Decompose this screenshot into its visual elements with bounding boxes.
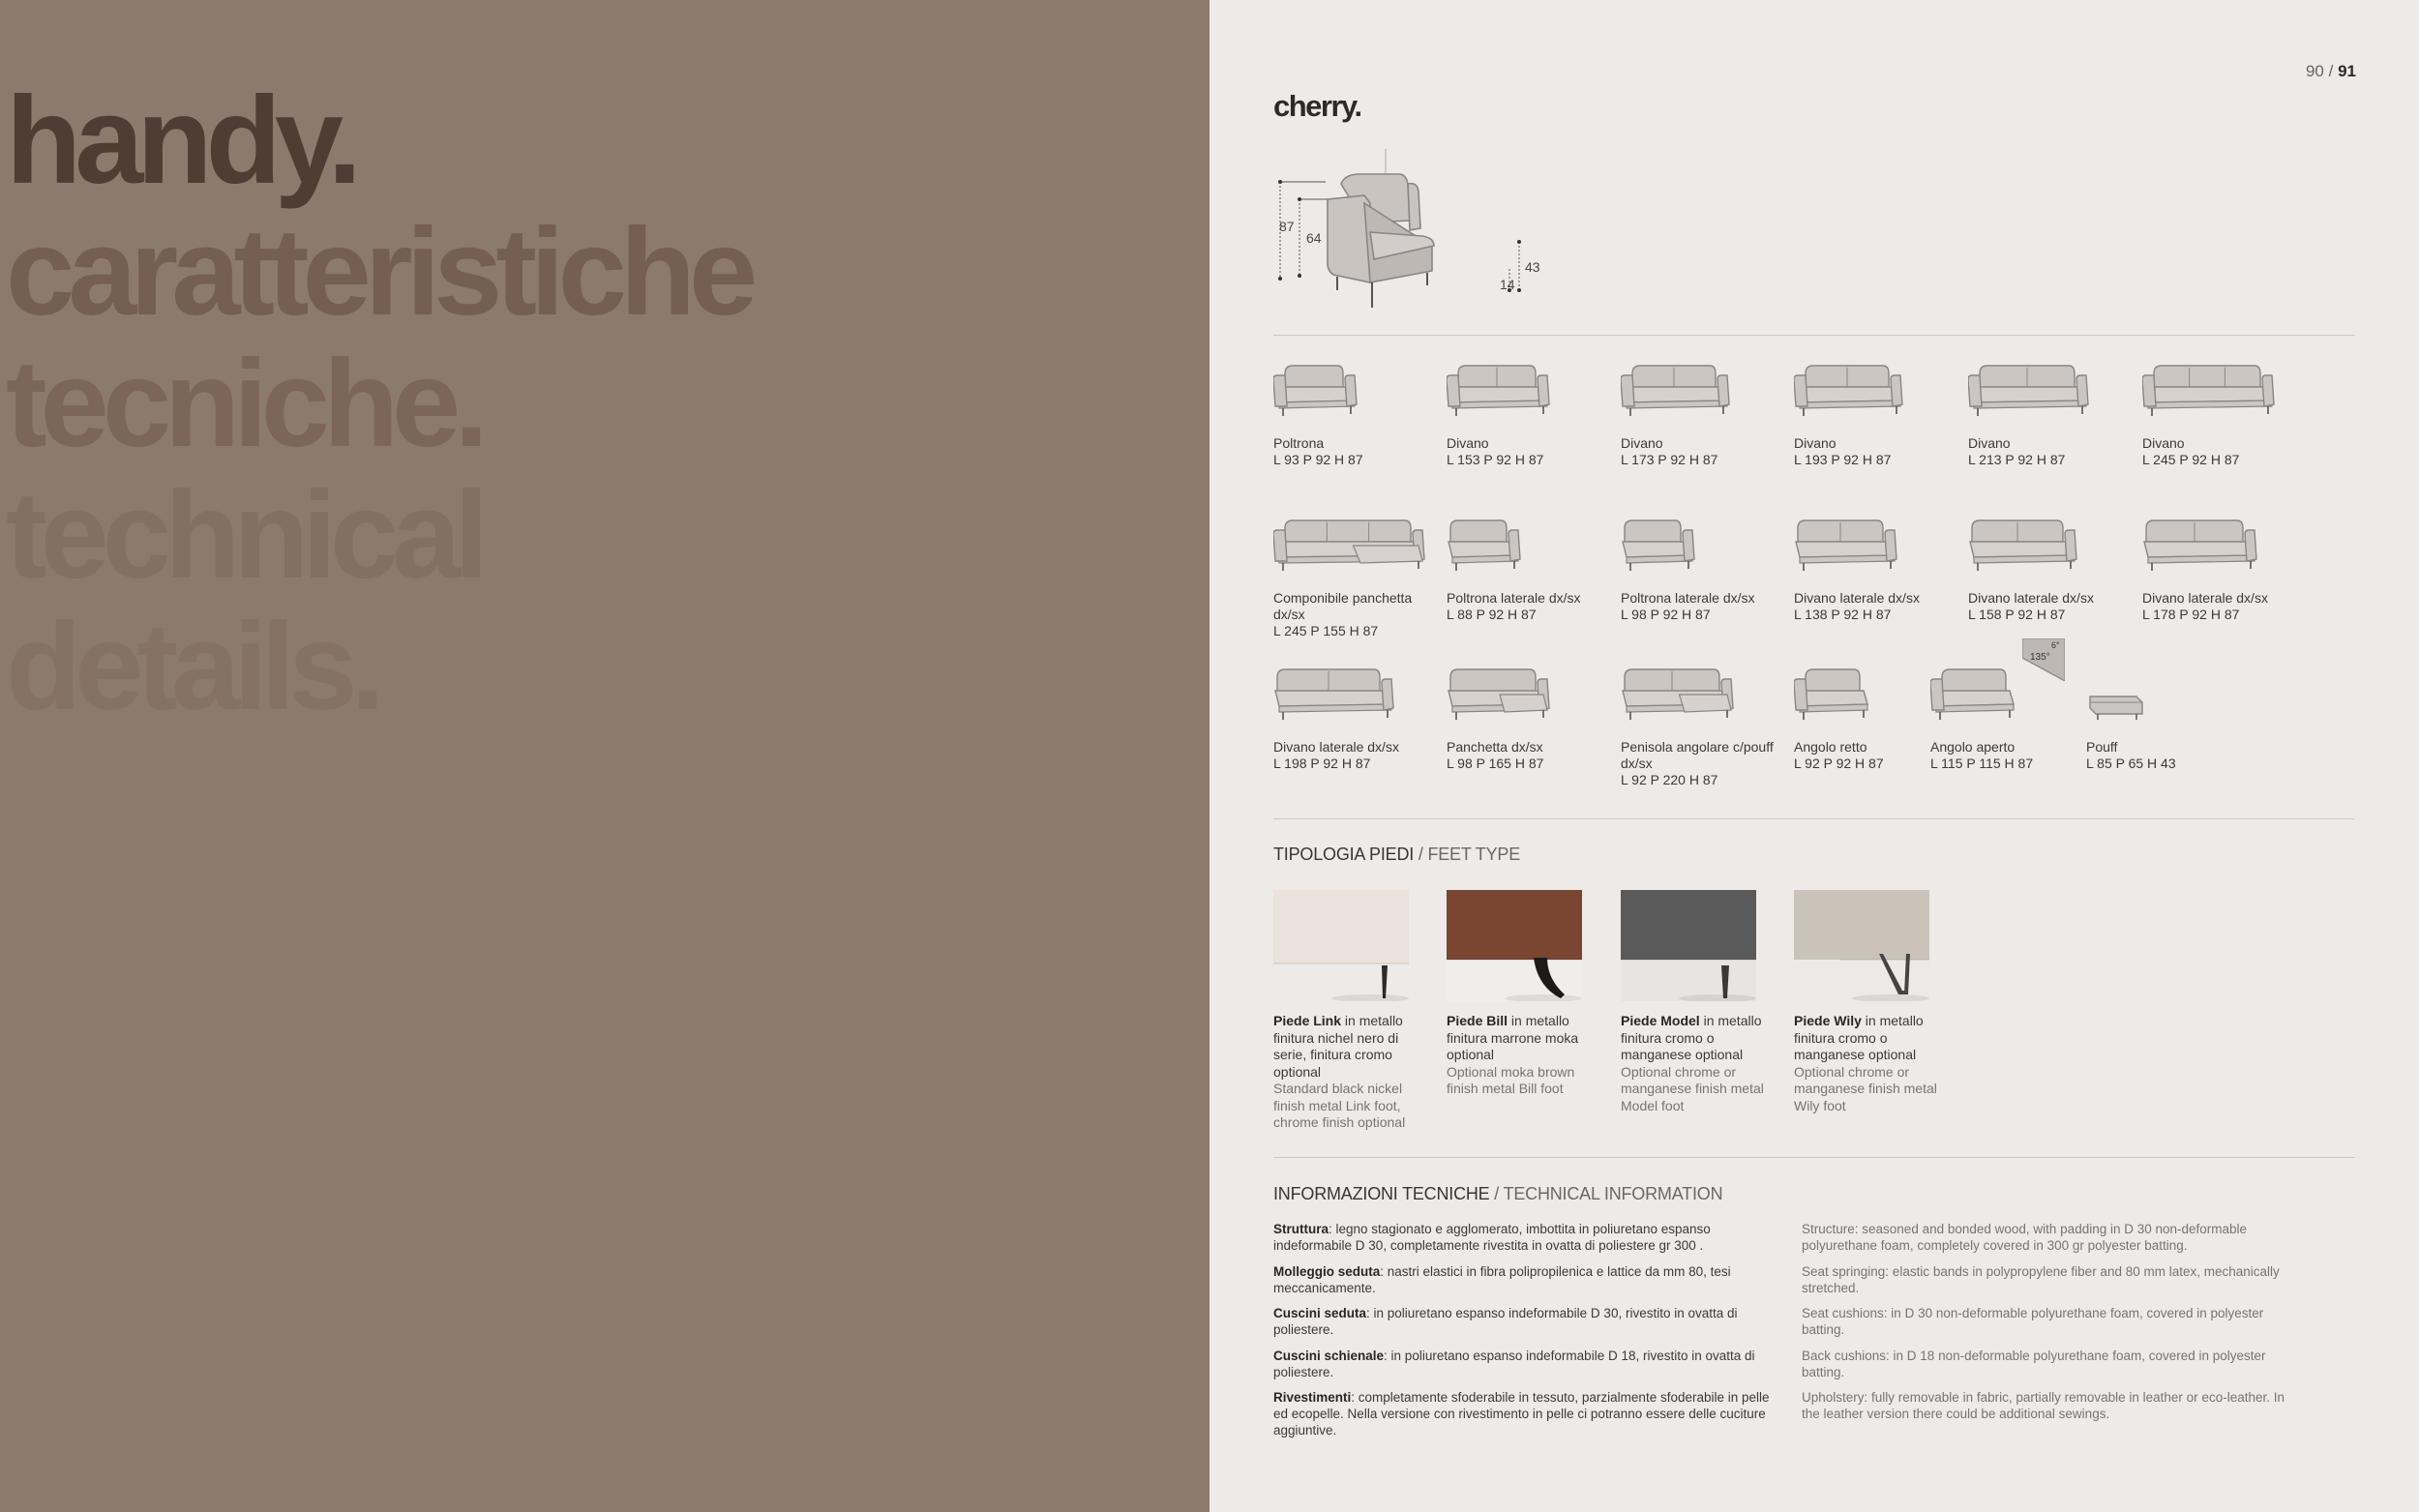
item-name: Angolo aperto [1930,739,2016,755]
composition-item [2142,358,2312,468]
item-dimensions: L 245 P 92 H 87 [2142,452,2240,467]
info-text: : in poliuretano espanso indeformabile D 30, rivestito in ovatta di poliestere. [1273,1306,1738,1337]
item-drawing [2142,358,2312,422]
foot-text-italian: in metallo finitura cromo o manganese optional [1621,1013,1762,1062]
armchair-icon [1273,358,1359,422]
item-label [1273,590,1443,639]
info-paragraph-english: Seat cushions: in D 30 non-deformable polyurethane foam, covered in polyester batting. [1802,1306,2264,1337]
item-name: Panchetta dx/sx [1447,739,1543,755]
side-sofa-icon [1273,662,1395,726]
item-drawing [1621,513,1790,577]
pouf-icon [2086,662,2150,726]
feet-section-title: TIPOLOGIA PIEDI / FEET TYPE [1273,845,1521,864]
corner-icon [1794,662,1871,726]
title-line-technical: technical [6,466,482,605]
item-drawing [1621,358,1790,422]
item-drawing [1447,662,1616,726]
foot-text-english: Optional moka brown finish metal Bill foot [1447,1063,1575,1096]
divider [1273,335,2355,336]
item-drawing [2086,662,2255,726]
side-sofa-icon [2142,513,2258,577]
title-line-caratteristiche: caratteristiche [6,203,752,341]
composition-item [1273,662,1443,772]
title-line-tecniche: tecniche. [6,335,482,473]
angle-label-small: 6° [2051,640,2060,650]
info-paragraph [1273,1221,1777,1254]
foot-photo [1447,890,1582,1001]
item-label [2086,739,2255,772]
info-paragraph [1273,1348,1777,1380]
item-drawing [1968,513,2137,577]
foot-text-italian: in metallo finitura marrone moka optional [1447,1013,1579,1062]
item-dimensions: L 98 P 92 H 87 [1621,607,1711,622]
info-text: : legno stagionato e agglomerato, imbottita in poliuretano espanso indeformabile D 30, completamente rivestita in ovatta di poliestere gr 300 . [1273,1222,1711,1253]
item-drawing [1447,358,1616,422]
item-name: Divano [1447,435,1489,451]
dim-total-height: 87 [1279,219,1295,234]
item-name: Divano laterale dx/sx [1968,590,2094,606]
info-label: Struttura [1273,1222,1329,1236]
item-name: Componibile panchetta dx/sx [1273,590,1413,622]
side-armchair-icon [1447,513,1522,577]
sofa-icon [2142,358,2276,422]
item-drawing [1273,513,1443,577]
peninsula-icon [1621,662,1735,726]
item-label [1447,590,1616,623]
composition-item [1621,358,1790,468]
item-name: Divano laterale dx/sx [1273,739,1399,755]
composition-item [1273,358,1443,468]
info-label: Cuscini schienale [1273,1348,1385,1363]
composition-item [1930,640,2100,772]
item-label [1968,435,2137,468]
page-numbers: 90 / 91 [2305,62,2356,80]
item-dimensions: L 173 P 92 H 87 [1621,452,1718,467]
item-dimensions: L 193 P 92 H 87 [1794,452,1892,467]
item-dimensions: L 115 P 115 H 87 [1930,756,2034,771]
item-name: Divano [1968,435,2011,451]
item-label [2142,590,2312,623]
item-dimensions: L 88 P 92 H 87 [1447,607,1537,622]
item-label [1447,435,1616,468]
item-dimensions: L 213 P 92 H 87 [1968,452,2066,467]
foot-name: Piede Bill [1447,1013,1508,1028]
composition-item [1621,662,1790,788]
technical-info-italian [1273,1221,1777,1448]
foot-text-english: Standard black nickel finish metal Link foot, chrome finish optional [1273,1081,1406,1130]
info-label: Molleggio seduta [1273,1263,1381,1279]
item-label [1447,739,1616,772]
right-spec-panel [1210,0,2419,1512]
item-dimensions: L 85 P 65 H 43 [2086,756,2176,771]
item-drawing [1930,662,2100,726]
item-label [1273,435,1443,468]
foot-name: Piede Link [1273,1013,1342,1028]
info-text: : nastri elastici in fibra polipropilenica e lattice da mm 80, tesi meccanicamente. [1273,1263,1731,1295]
composition-item [1447,358,1616,468]
info-section-title: INFORMAZIONI TECNICHE / TECHNICAL INFORMATION [1273,1184,1723,1203]
divider [1273,1157,2355,1158]
item-drawing [1273,358,1443,422]
item-label [1930,739,2100,772]
foot-text-italian: in metallo finitura nichel nero di serie, finitura cromo optional [1273,1013,1403,1080]
item-dimensions: L 92 P 92 H 87 [1794,756,1884,771]
info-paragraph-english: Back cushions: in D 18 non-deformable polyurethane foam, covered in polyester batting. [1802,1348,2266,1379]
item-dimensions: L 98 P 165 H 87 [1447,756,1544,771]
foot-text-english: Optional chrome or manganese finish metal Wily foot [1794,1063,1937,1113]
item-name: Divano [1794,435,1837,451]
item-label [1621,590,1790,623]
technical-info-english [1802,1221,2305,1432]
item-drawing [1273,662,1443,726]
info-paragraph [1273,1305,1777,1338]
composition-item [1794,513,1963,623]
sofa-icon [1447,358,1551,422]
sofa-icon [1794,358,1904,422]
foot-3-icon [1794,890,1929,1001]
foot-photo [1794,890,1929,1001]
item-dimensions: L 93 P 92 H 87 [1273,452,1363,467]
foot-description [1447,1013,1592,1098]
composition-item [1794,358,1963,468]
item-name: Divano [1621,435,1663,451]
info-label: Cuscini seduta [1273,1306,1367,1320]
model-name: cherry. [1273,89,1361,123]
item-name: Divano [2142,435,2185,451]
item-dimensions: L 153 P 92 H 87 [1447,452,1544,467]
item-label [1794,590,1963,623]
item-drawing [1447,513,1616,577]
foot-1-icon [1447,890,1582,1001]
angle-diagram-icon [2022,638,2065,681]
divider [1273,818,2355,819]
foot-text-italian: in metallo finitura cromo o manganese optional [1794,1013,1924,1062]
foot-name: Piede Model [1621,1013,1700,1028]
foot-photo [1273,890,1409,1001]
item-name: Poltrona [1273,435,1325,451]
item-dimensions: L 138 P 92 H 87 [1794,607,1892,622]
item-name: Angolo retto [1794,739,1867,755]
foot-option [1447,890,1592,1098]
info-text: : completamente sfoderabile in tessuto, parzialmente sfoderabile in pelle ed ecopelle. Nella versione con rivestimento in pelle ci potranno essere delle cuciture aggiuntive. [1273,1390,1770,1438]
item-label [1273,739,1443,772]
side-sofa-icon [1968,513,2078,577]
item-label [2142,435,2312,468]
hero-armchair-drawing [1268,145,1558,324]
dim-leg-height: 14 [1500,277,1515,292]
item-dimensions: L 245 P 155 H 87 [1273,623,1379,638]
info-label: Rivestimenti [1273,1390,1352,1405]
foot-option [1794,890,1939,1114]
foot-option [1273,890,1419,1132]
item-label [1621,435,1790,468]
composition-item [2142,513,2312,623]
item-dimensions: L 198 P 92 H 87 [1273,756,1371,771]
info-paragraph-english: Upholstery: fully removable in fabric, partially removable in leather or eco-leather. In the leather version there could be additional sewings. [1802,1390,2285,1421]
info-paragraph-english: Seat springing: elastic bands in polypropylene fiber and 80 mm latex, mechanically stretched. [1802,1263,2280,1295]
info-text: : in poliuretano espanso indeformabile D 18, rivestito in ovatta di poliestere. [1273,1348,1755,1379]
item-drawing [2142,513,2312,577]
item-drawing [1794,513,1963,577]
chaise-icon [1447,662,1551,726]
foot-0-icon [1273,890,1409,1001]
item-name: Penisola angolare c/pouff dx/sx [1621,739,1774,771]
foot-photo [1621,890,1756,1001]
item-label [1794,435,1963,468]
composition-item [1273,513,1443,639]
info-paragraph [1273,1263,1777,1296]
item-name: Divano laterale dx/sx [1794,590,1920,606]
foot-name: Piede Wily [1794,1013,1862,1028]
brand-title: handy. [6,72,355,210]
dim-back-height: 64 [1306,230,1322,246]
composition-item [1621,513,1790,623]
item-name: Poltrona laterale dx/sx [1447,590,1581,606]
sofa-icon [1968,358,2090,422]
composition-item [2086,662,2255,772]
composition-item [1447,513,1616,623]
composition-item [1968,358,2137,468]
foot-description [1794,1013,1939,1114]
foot-description [1273,1013,1419,1132]
foot-text-english: Optional chrome or manganese finish metal Model foot [1621,1063,1764,1113]
open-corner-icon [1930,662,2017,726]
item-drawing [1794,358,1963,422]
angle-label: 135° [2030,652,2050,663]
item-dimensions: L 178 P 92 H 87 [2142,607,2240,622]
item-name: Pouff [2086,739,2118,755]
foot-option [1621,890,1766,1114]
foot-2-icon [1621,890,1756,1001]
item-dimensions: L 158 P 92 H 87 [1968,607,2066,622]
item-label [1968,590,2137,623]
info-paragraph [1273,1389,1777,1438]
item-name: Poltrona laterale dx/sx [1621,590,1755,606]
info-paragraph-english: Structure: seasoned and bonded wood, with padding in D 30 non-deformable polyurethane foam, completely covered in 300 gr polyester batting. [1802,1222,2248,1253]
sofa-icon [1621,358,1731,422]
composition-item [1447,662,1616,772]
foot-description [1621,1013,1766,1114]
chaise-sofa-icon [1273,513,1426,577]
composition-item [1968,513,2137,623]
item-drawing [1621,662,1790,726]
dim-seat-height: 43 [1525,259,1540,275]
title-line-details: details. [6,598,379,736]
side-sofa-icon [1794,513,1898,577]
item-dimensions: L 92 P 220 H 87 [1621,772,1718,787]
side-armchair-icon [1621,513,1696,577]
item-name: Divano laterale dx/sx [2142,590,2268,606]
item-drawing [1968,358,2137,422]
item-label [1621,739,1790,788]
